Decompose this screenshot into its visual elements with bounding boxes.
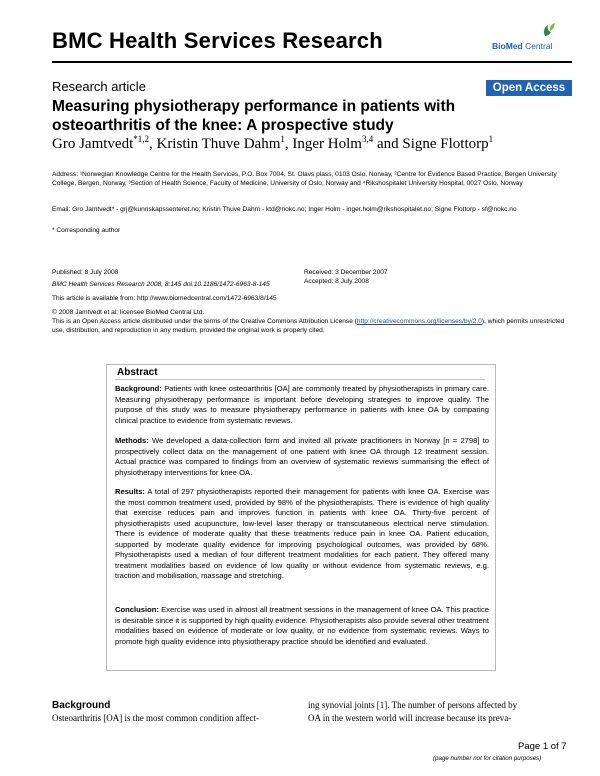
body-text-col2: OA in the western world will increase because its preva- xyxy=(308,713,512,723)
abstract-conclusion: Conclusion: Exercise was used in almost all treatment sessions in the management of knee OA. This practice is desirable since it is supported by high quality evidence. Physiotherapists also provide several other treatment modalities based on evidence of moderate or low quality, or no evidence from systematic reviews. Ways to promote high quality evidence into physiotherapy practice should be identified and evaluated. xyxy=(115,605,489,646)
author-address: Address: ¹Norwegian Knowledge Centre for the Health Services, P.O. Box 7004, St. Olavs plass, 0103 Oslo, Norway, ²Centre for Evidence Based Practice, Bergen University College, Bergen, Norway, ³Section of Health Science, Faculty of Medicine, University of Oslo, Norway and ⁴Rikshospitalet University Hospital, 0027 Oslo, Norway xyxy=(52,171,557,188)
biomed-central-mark-icon xyxy=(542,22,556,38)
abstract-heading: Abstract xyxy=(117,367,158,378)
body-text-col2: ing synovial joints [1]. The number of persons affected by xyxy=(308,700,518,710)
author-name: Kristin Thuve Dahm xyxy=(156,136,281,152)
open-access-badge: Open Access xyxy=(486,80,572,96)
author-name: Inger Holm xyxy=(292,136,362,152)
author-affiliation: 3,4 xyxy=(361,134,374,144)
license-link[interactable]: http://creativecommons.org/licenses/by/2.0 xyxy=(356,318,482,325)
abstract-background: Background: Patients with knee osteoarthritis [OA] are commonly treated by physiotherapists in primary care. Measuring physiotherapy performance is important before developing strategies to improve quality. The purpose of this study was to measure physiotherapy performance in patients with knee OA by comparing clinical practice to evidence from systematic reviews. xyxy=(115,384,489,425)
author-affiliation: 1 xyxy=(280,134,285,144)
citation: BMC Health Services Research 2008, 8:145 doi:10.1186/1472-6963-8-145 xyxy=(52,281,270,288)
abstract-divider xyxy=(115,379,485,380)
author-name: Signe Flottorp xyxy=(402,136,489,152)
author-emails: Email: Gro Jamtvedt* - grj@kunnskapssenteret.no; Kristin Thuve Dahm - ktd@nokc.no; Inger Holm - inger.holm@rikshospitalet.no; Signe Flottorp - sf@nokc.no xyxy=(52,206,517,213)
license-statement: This is an Open Access article distributed under the terms of the Creative Commons Attribution License (http://creativecommons.org/licenses/by/2.0), which permits unrestricted use, distribution, and reproduction in any medium, provided the original work is properly cited. xyxy=(52,318,565,335)
abstract-methods: Methods: We developed a data-collection form and invited all private practitioners in Norway [n = 2798] to prospectively collect data on the management of one patient with knee OA through 12 treatment session. Actual practice was compared to findings from an overview of systematic reviews summarising the effect of physiotherapy interventions for knee OA. xyxy=(115,436,489,477)
author-affiliation: 1 xyxy=(488,134,494,144)
received-date: Received: 3 December 2007 xyxy=(304,269,388,276)
page-note: (page number not for citation purposes) xyxy=(433,755,542,762)
author-name: Gro Jamtvedt xyxy=(52,136,134,152)
corresponding-author-note: * Corresponding author xyxy=(52,227,121,234)
publisher-logo xyxy=(492,22,572,56)
author-affiliation: *1,2 xyxy=(133,134,149,144)
article-url: This article is available from: http://www.biomedcentral.com/1472-6963/8/145 xyxy=(52,295,277,302)
article-title: Measuring physiotherapy performance in patients with osteoarthritis of the knee: A prospective study xyxy=(52,98,456,134)
journal-title: BMC Health Services Research xyxy=(52,28,383,53)
accepted-date: Accepted: 8 July 2008 xyxy=(304,278,369,285)
abstract-results: Results: A total of 297 physiotherapists reported their management for patients with knee OA. Exercise was the most common treatment used, provided by 98% of the physiotherapists. There is evidence of high quality that exercise reduces pain and improves function in patients with knee OA. Thirty-five percent of physiotherapists used acupuncture, low-level laser therapy or transcutaneous electrical nerve stimulation. There is evidence of moderate quality that these treatments reduce pain in knee OA. Patient education, supported by moderate quality evidence for improving psychological outcomes, was provided by 68%. Physiotherapists used a median of four different treatment modalities for each patient. They offered many treatment modalities based on evidence of low quality or without evidence from systematic reviews, e.g. traction and mobilisation, massage and stretching. xyxy=(115,487,489,580)
article-type: Research article xyxy=(52,79,146,94)
abstract-box xyxy=(106,364,496,671)
publisher-brand: BioMed Central xyxy=(492,41,553,51)
published-date: Published: 8 July 2008 xyxy=(52,269,119,276)
page-number: Page 1 of 7 xyxy=(518,741,567,752)
body-text-col1: Osteoarthritis [OA] is the most common condition affect- xyxy=(52,713,260,723)
copyright: © 2008 Jamtvedt et al; licensee BioMed Central Ltd. xyxy=(52,309,205,316)
section-heading-background: Background xyxy=(52,700,111,711)
author-list: Gro Jamtvedt$^{*1,2}$, Kristin Thuve Dahm$^1$, Inger Holm$^{3,4}$ and Signe Flottorp$^1$ xyxy=(52,134,494,152)
header-rule xyxy=(52,61,572,63)
